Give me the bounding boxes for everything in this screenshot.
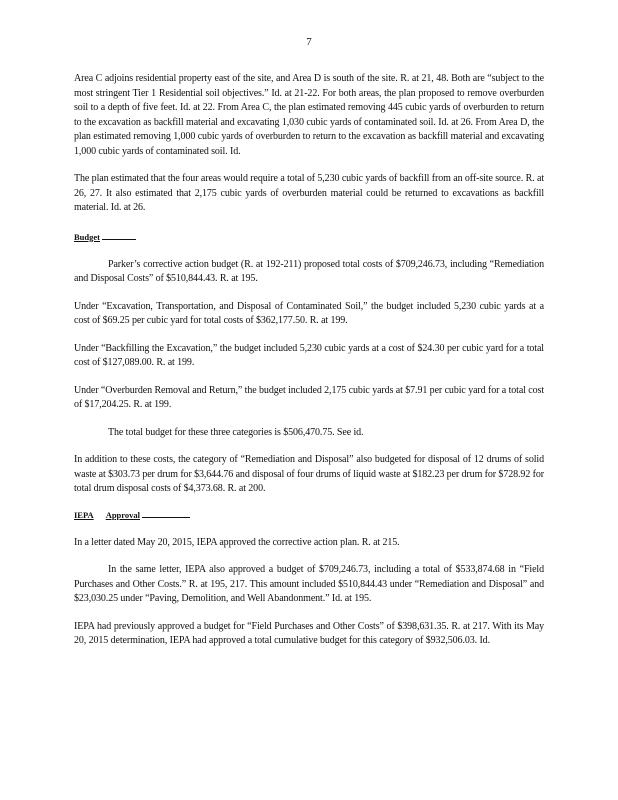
paragraph-area-c-d: Area C adjoins residential property east of the site, and Area D is south of the site. R. at 21, 48. Both are “subject to the most stringent Tier 1 Residential soil objectives.” Id. at 21-22. For both areas, the plan proposed to remove overburden soil to a depth of five feet. Id. at 22. From Area C, the plan estimated removing 445 cubic yards of overburden to return to the excavation as backfill material and excavating 1,030 cubic yards of contaminated soil. Id. at 26. From Area D, the plan estimated removing 1,000 cubic yards of overburden to return to the excavation as backfill material and excavating 1,000 cubic yards of contaminated soil. Id. <box>74 73 544 157</box>
section-heading-budget: Budget <box>74 232 544 242</box>
paragraph-backfill-estimate: The plan estimated that the four areas would require a total of 5,230 cubic yards of backfill from an off-site source. R. at 26, 27. It also estimated that 2,175 cubic yards of overburden material could be returned to excavations as backfill material. Id. at 26. <box>74 173 544 213</box>
paragraph-iepa-approved-budget: In the same letter, IEPA also approved a budget of $709,246.73, including a total of $533,874.68 in “Field Purchases and Other Costs.” R. at 195, 217. This amount included $510,844.43 under “Remediation and Disposal” and $23,030.25 under “Paving, Demolition, and Well Abandonment.” Id. at 195. <box>74 564 544 604</box>
paragraph-three-categories: The total budget for these three categories is $506,470.75. See id. <box>108 426 364 438</box>
paragraph-iepa-approved-plan: In a letter dated May 20, 2015, IEPA approved the corrective action plan. R. at 215. <box>74 536 400 548</box>
paragraph-iepa-cumulative: IEPA had previously approved a budget for “Field Purchases and Other Costs” of $398,631.35. R. at 217. With its May 20, 2015 determination, IEPA had approved a total cumulative budget for this category of $932,506.03. Id. <box>74 620 544 646</box>
paragraph-drum-disposal: In addition to these costs, the category of “Remediation and Disposal” also budgeted for disposal of 12 drums of solid waste at $303.73 per drum for $3,644.76 and disposal of four drums of liquid waste at $182.23 per drum for $728.92 for total drum disposal costs of $4,373.68. R. at 200. <box>74 454 544 494</box>
paragraph-budget-total: Parker’s corrective action budget (R. at 192-211) proposed total costs of $709,246.73, including “Remediation and Disposal Costs” of $510,844.43. R. at 195. <box>74 258 544 284</box>
section-heading-iepa-approval: IEPA Approval <box>74 510 544 520</box>
page-number: 7 <box>306 36 312 48</box>
document-body <box>74 72 544 662</box>
paragraph-excavation: Under “Excavation, Transportation, and Disposal of Contaminated Soil,” the budget included 5,230 cubic yards at a cost of $69.25 per cubic yard for total costs of $362,177.50. R. at 199. <box>74 300 544 326</box>
paragraph-overburden: Under “Overburden Removal and Return,” the budget included 2,175 cubic yards at $7.91 per cubic yard for a total cost of $17,204.25. R. at 199. <box>74 384 544 410</box>
paragraph-backfilling: Under “Backfilling the Excavation,” the budget included 5,230 cubic yards at a cost of $24.30 per cubic yard for a total cost of $127,089.00. R. at 199. <box>74 342 544 368</box>
